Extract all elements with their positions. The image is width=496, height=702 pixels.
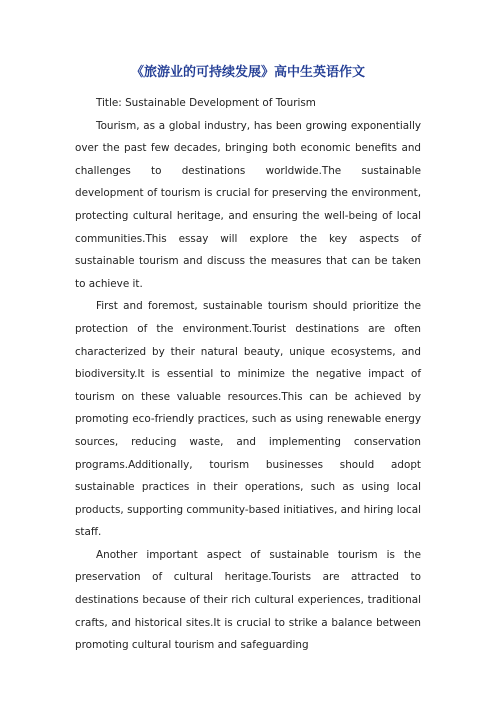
paragraph-essay-title: Title: Sustainable Development of Tourism <box>96 97 316 109</box>
document-body <box>75 92 421 657</box>
paragraph-environment: First and foremost, sustainable tourism should prioritize the protection of the environment.Tourist destinations are often characterized by their natural beauty, unique ecosystems, and biodiversity.It is essential to minimize the negative impact of tourism on these valuable resources.This can be achieved by promoting eco-friendly practices, such as using renewable energy sources, reducing waste, and implementing conservation programs.Additionally, tourism businesses should adopt sustainable practices in their operations, such as using local products, supporting community-based initiatives, and hiring local staff. <box>75 300 421 539</box>
paragraph-introduction: Tourism, as a global industry, has been growing exponentially over the past few decades, bringing both economic benefits and challenges to destinations worldwide.The sustainable development of tourism is crucial for preserving the environment, protecting cultural heritage, and ensuring the well-being of local communities.This essay will explore the key aspects of sustainable tourism and discuss the measures that can be taken to achieve it. <box>75 119 421 290</box>
paragraph-cultural-heritage: Another important aspect of sustainable tourism is the preservation of cultural heritage.Tourists are attracted to destinations because of their rich cultural experiences, traditional crafts, and historical sites.It is crucial to strike a balance between promoting cultural tourism and safeguarding <box>75 548 421 652</box>
document-title: 《旅游业的可持续发展》高中生英语作文 <box>130 65 365 80</box>
